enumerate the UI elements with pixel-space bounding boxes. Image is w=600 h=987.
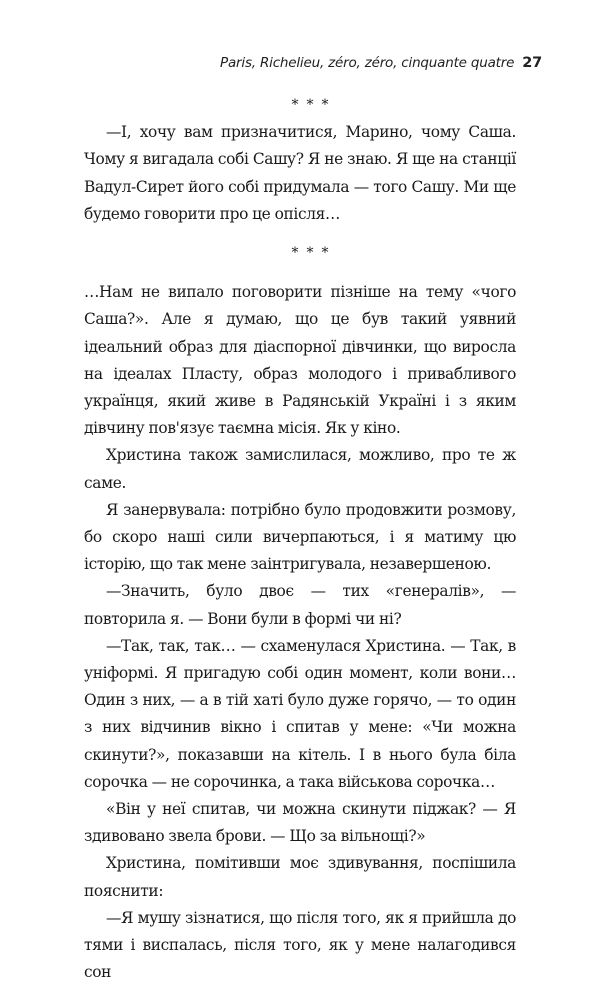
paragraph: —Я мушу зізнатися, що після того, як я прийшла до тями і виспалась, після того, як у мене налагодився сон <box>84 908 516 982</box>
section-separator: * * * <box>291 245 331 262</box>
paragraph: …Нам не випало поговорити пізніше на тему «чого Саша?». Але я думаю, що це був такий уявний ідеальний образ для діаспорної дівчинки, що виросла на ідеалах Пласту, образ молодого і привабливого українця, який живе в Радянській Україні і з яким дівчину пов'язує таємна місія. Як у кіно. <box>84 283 516 438</box>
body-text <box>84 92 516 987</box>
running-title: Paris, Richelieu, zéro, zéro, cinquante quatre <box>220 55 515 71</box>
running-head <box>220 55 542 71</box>
paragraph: Христина, помітивши моє здивування, поспішила пояснити: <box>84 854 516 900</box>
paragraph: Христина також замислилася, можливо, про те ж саме. <box>84 446 516 492</box>
page-number: 27 <box>522 55 542 71</box>
paragraph: —Так, так, так… — схаменулася Христина. — Так, в уніформі. Я пригадую собі один момент, коли вони… Один з них, — а в тій хаті було дуже горячо, — то один з них відчинив вікно і спитав у мене: «Чи можна скинути?», показавши на кітель. І в нього була біла сорочка — не сорочинка, а така військова сорочка… <box>84 636 516 791</box>
paragraph: «Він у неї спитав, чи можна скинути піджак? — Я здивовано звела брови. — Що за вільнощі?» <box>84 800 516 846</box>
paragraph: Я занервувала: потрібно було продовжити розмову, бо скоро наші сили вичерпаються, і я матиму цю історію, що так мене заінтригувала, незавершеною. <box>84 500 516 574</box>
section-separator: * * * <box>291 97 331 113</box>
paragraph: —І, хочу вам призначитися, Марино, чому Саша. Чому я вигадала собі Сашу? Я не знаю. Я ще на станції Вадул-Сирет його собі придумала — того Сашу. Ми ще будемо говорити про це опісля… <box>84 123 516 223</box>
paragraph: —Значить, було двоє — тих «генералів», — повторила я. — Вони були в формі чи ні? <box>84 582 516 628</box>
